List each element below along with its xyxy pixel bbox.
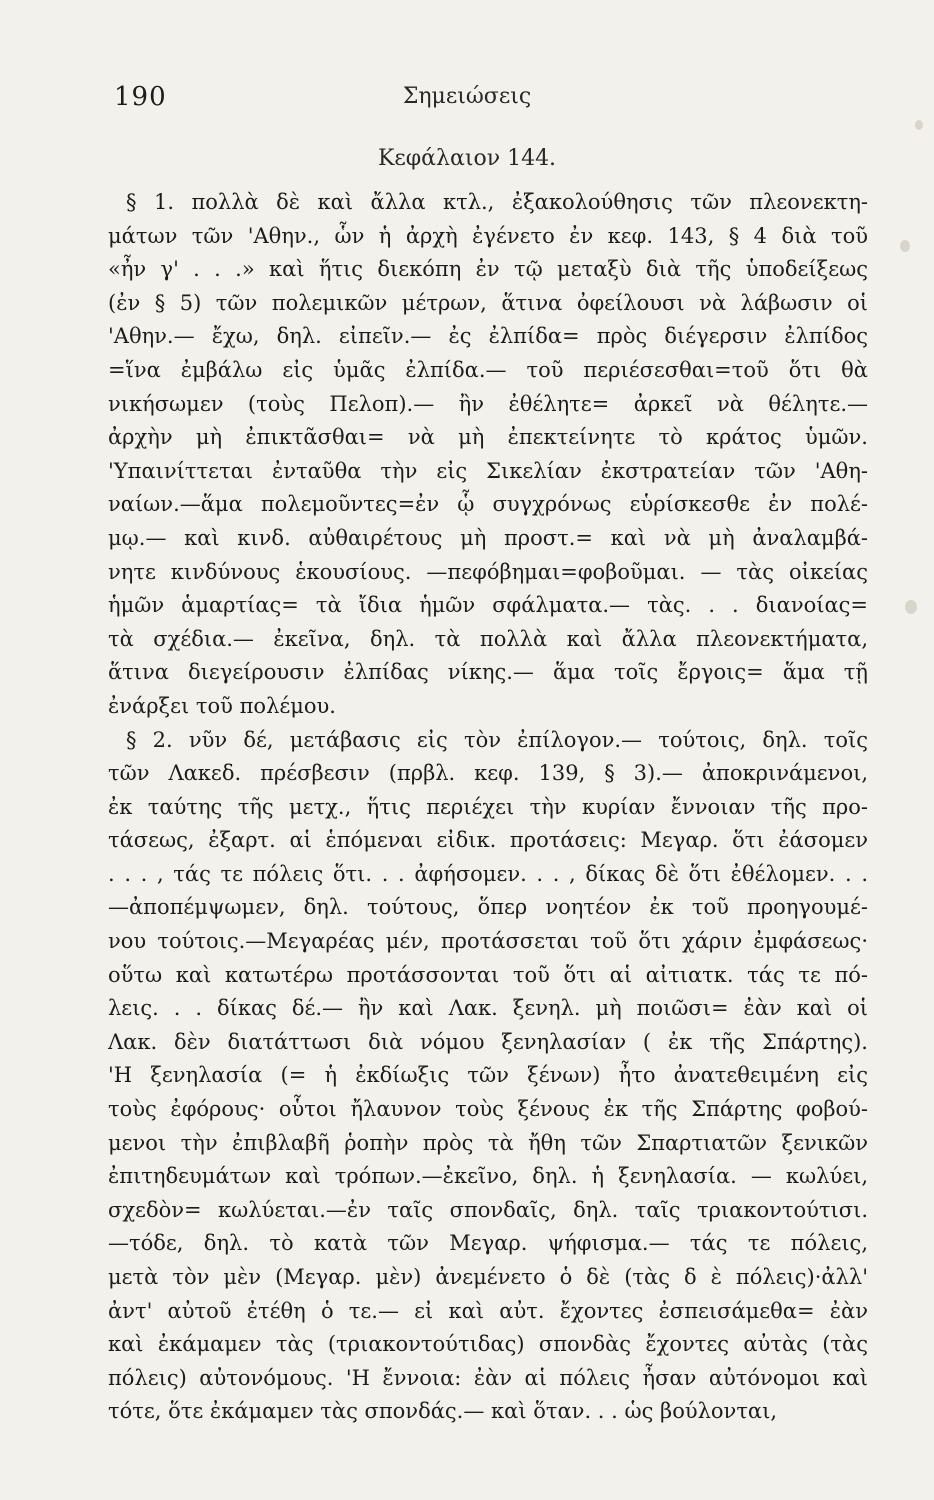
text-line: ἐκ ταύτης τῆς μετχ., ἥτις περιέχει τὴν κυρίαν ἔννοιαν τῆς προ- bbox=[108, 794, 868, 819]
text-line: τότε, ὅτε ἐκάμαμεν τὰς σπονδάς.— καὶ ὅταν. . . ὡς βούλονται, bbox=[108, 1399, 778, 1424]
text-line: μάτων τῶν 'Αθην., ὧν ἡ ἀρχὴ ἐγένετο ἐν κεφ. 143, § 4 διὰ τοῦ bbox=[108, 223, 868, 248]
text-line: 'Υπαινίττεται ἐνταῦθα τὴν εἰς Σικελίαν ἐκστρατείαν τῶν 'Αθη- bbox=[108, 458, 868, 483]
commentary-text bbox=[108, 186, 868, 1429]
text-line: 'Η ξενηλασία (= ἡ ἐκδίωξις τῶν ξένων) ἦτο ἀνατεθειμένη εἰς bbox=[108, 1063, 868, 1088]
chapter-title: Κεφάλαιον 144. bbox=[377, 146, 557, 171]
text-line: μῳ.— καὶ κινδ. αὐθαιρέτους μὴ προστ.= καὶ νὰ μὴ ἀναλαμβά- bbox=[108, 525, 868, 550]
text-line: ἀντ' αὐτοῦ ἐτέθη ὁ τε.— εἰ καὶ αὐτ. ἔχοντες ἐσπεισάμεθα= ἐὰν bbox=[108, 1298, 868, 1323]
text-line: 'Αθην.— ἔχω, δηλ. εἰπεῖν.— ἐς ἐλπίδα= πρὸς διέγερσιν ἐλπίδος bbox=[108, 324, 868, 349]
text-line: ἐπιτηδευμάτων καὶ τρόπων.—ἐκεῖνο, δηλ. ἡ ξενηλασία. — κωλύει, bbox=[108, 1164, 868, 1189]
text-line: «ἦν γ' . . .» καὶ ἥτις διεκόπη ἐν τῷ μεταξὺ διὰ τῆς ὑποδείξεως bbox=[108, 257, 868, 282]
text-line: ἀρχὴν μὴ ἐπικτᾶσθαι= νὰ μὴ ἐπεκτείνητε τὸ κράτος ὑμῶν. bbox=[108, 425, 868, 450]
text-line: § 1. πολλὰ δὲ καὶ ἄλλα κτλ., ἐξακολούθησις τῶν πλεονεκτη- bbox=[126, 190, 868, 214]
text-line: σχεδὸν= κωλύεται.—ἐν ταῖς σπονδαῖς, δηλ. ταῖς τριακοντούτισι. bbox=[108, 1197, 868, 1222]
paper-stain bbox=[900, 240, 910, 252]
text-line: Λακ. δὲν διατάττωσι διὰ νόμου ξενηλασίαν ( ἐκ τῆς Σπάρτης). bbox=[108, 1029, 868, 1054]
text-line: ἡμῶν ἁμαρτίας= τὰ ἴδια ἡμῶν σφάλματα.— τὰς. . . διανοίας= bbox=[108, 593, 868, 618]
text-line: ναίων.—ἅμα πολεμοῦντες=ἐν ᾧ συγχρόνως εὑρίσκεσθε ἐν πολέ- bbox=[108, 492, 868, 517]
paper-stain bbox=[905, 600, 917, 614]
text-line: =ἵνα ἐμβάλω εἰς ὑμᾶς ἐλπίδα.— τοῦ περιέσεσθαι=τοῦ ὅτι θὰ bbox=[108, 357, 868, 382]
text-line: τὰ σχέδια.— ἐκεῖνα, δηλ. τὰ πολλὰ καὶ ἄλλα πλεονεκτήματα, bbox=[108, 626, 868, 651]
text-line: τάσεως, ἐξαρτ. αἱ ἑπόμεναι εἰδικ. προτάσεις: Μεγαρ. ὅτι ἐάσομεν bbox=[108, 828, 868, 853]
running-title: Σημειώσεις bbox=[402, 84, 532, 109]
text-line: μενοι τὴν ἐπιβλαβῆ ῥοπὴν πρὸς τὰ ἤθη τῶν Σπαρτιατῶν ξενικῶν bbox=[108, 1130, 868, 1155]
text-line: § 2. νῦν δέ, μετάβασις εἰς τὸν ἐπίλογον.— τούτοις, δηλ. τοῖς bbox=[126, 727, 868, 752]
text-line: τῶν Λακεδ. πρέσβεσιν (πρβλ. κεφ. 139, § 3).— ἀποκρινάμενοι, bbox=[108, 761, 868, 786]
text-line: νου τούτοις.—Μεγαρέας μέν, προτάσσεται τοῦ ὅτι χάριν ἐμφάσεως· bbox=[108, 929, 868, 954]
text-line: νητε κινδύνους ἑκουσίους. —πεφόβημαι=φοβοῦμαι. — τὰς οἰκείας bbox=[108, 559, 868, 584]
text-line: νικήσωμεν (τοὺς Πελοπ).— ἢν ἐθέλητε= ἀρκεῖ νὰ θέλητε.— bbox=[108, 391, 868, 416]
text-line: —ἀποπέμψωμεν, δηλ. τούτους, ὅπερ νοητέον ἐκ τοῦ προηγουμέ- bbox=[108, 895, 868, 920]
text-line: λεις. . . δίκας δέ.— ἢν καὶ Λακ. ξενηλ. μὴ ποιῶσι= ἐὰν καὶ οἱ bbox=[108, 996, 868, 1021]
text-line: μετὰ τὸν μὲν (Μεγαρ. μὲν) ἀνεμένετο ὁ δὲ (τὰς δ ὲ πόλεις)·ἀλλ' bbox=[108, 1265, 868, 1289]
text-line: καὶ ἐκάμαμεν τὰς (τριακοντούτιδας) σπονδὰς ἔχοντες αὐτὰς (τὰς bbox=[108, 1332, 868, 1357]
text-line: (ἐν § 5) τῶν πολεμικῶν μέτρων, ἅτινα ὀφείλουσι νὰ λάβωσιν οἱ bbox=[108, 290, 868, 315]
text-line: —τόδε, δηλ. τὸ κατὰ τῶν Μεγαρ. ψήφισμα.— τάς τε πόλεις, bbox=[108, 1231, 868, 1256]
page-header bbox=[0, 82, 934, 122]
text-line: ἅτινα διεγείρουσιν ἐλπίδας νίκης.— ἅμα τοῖς ἔργοις= ἅμα τῇ bbox=[108, 660, 868, 685]
text-line: πόλεις) αὐτονόμους. 'Η ἔννοια: ἐὰν αἱ πόλεις ἦσαν αὐτόνομοι καὶ bbox=[108, 1365, 868, 1390]
text-line: τοὺς ἐφόρους· οὗτοι ἤλαυνον τοὺς ξένους ἐκ τῆς Σπάρτης φοβού- bbox=[108, 1097, 868, 1122]
text-line: . . . , τάς τε πόλεις ὅτι. . . ἀφήσομεν. . . , δίκας δὲ ὅτι ἐθέλομεν. . . bbox=[108, 861, 868, 886]
page-number: 190 bbox=[114, 82, 167, 112]
text-line: ἐνάρξει τοῦ πολέμου. bbox=[108, 693, 336, 718]
text-line: οὕτω καὶ κατωτέρω προτάσσονται τοῦ ὅτι αἱ αἰτιατκ. τάς τε πό- bbox=[108, 962, 868, 987]
